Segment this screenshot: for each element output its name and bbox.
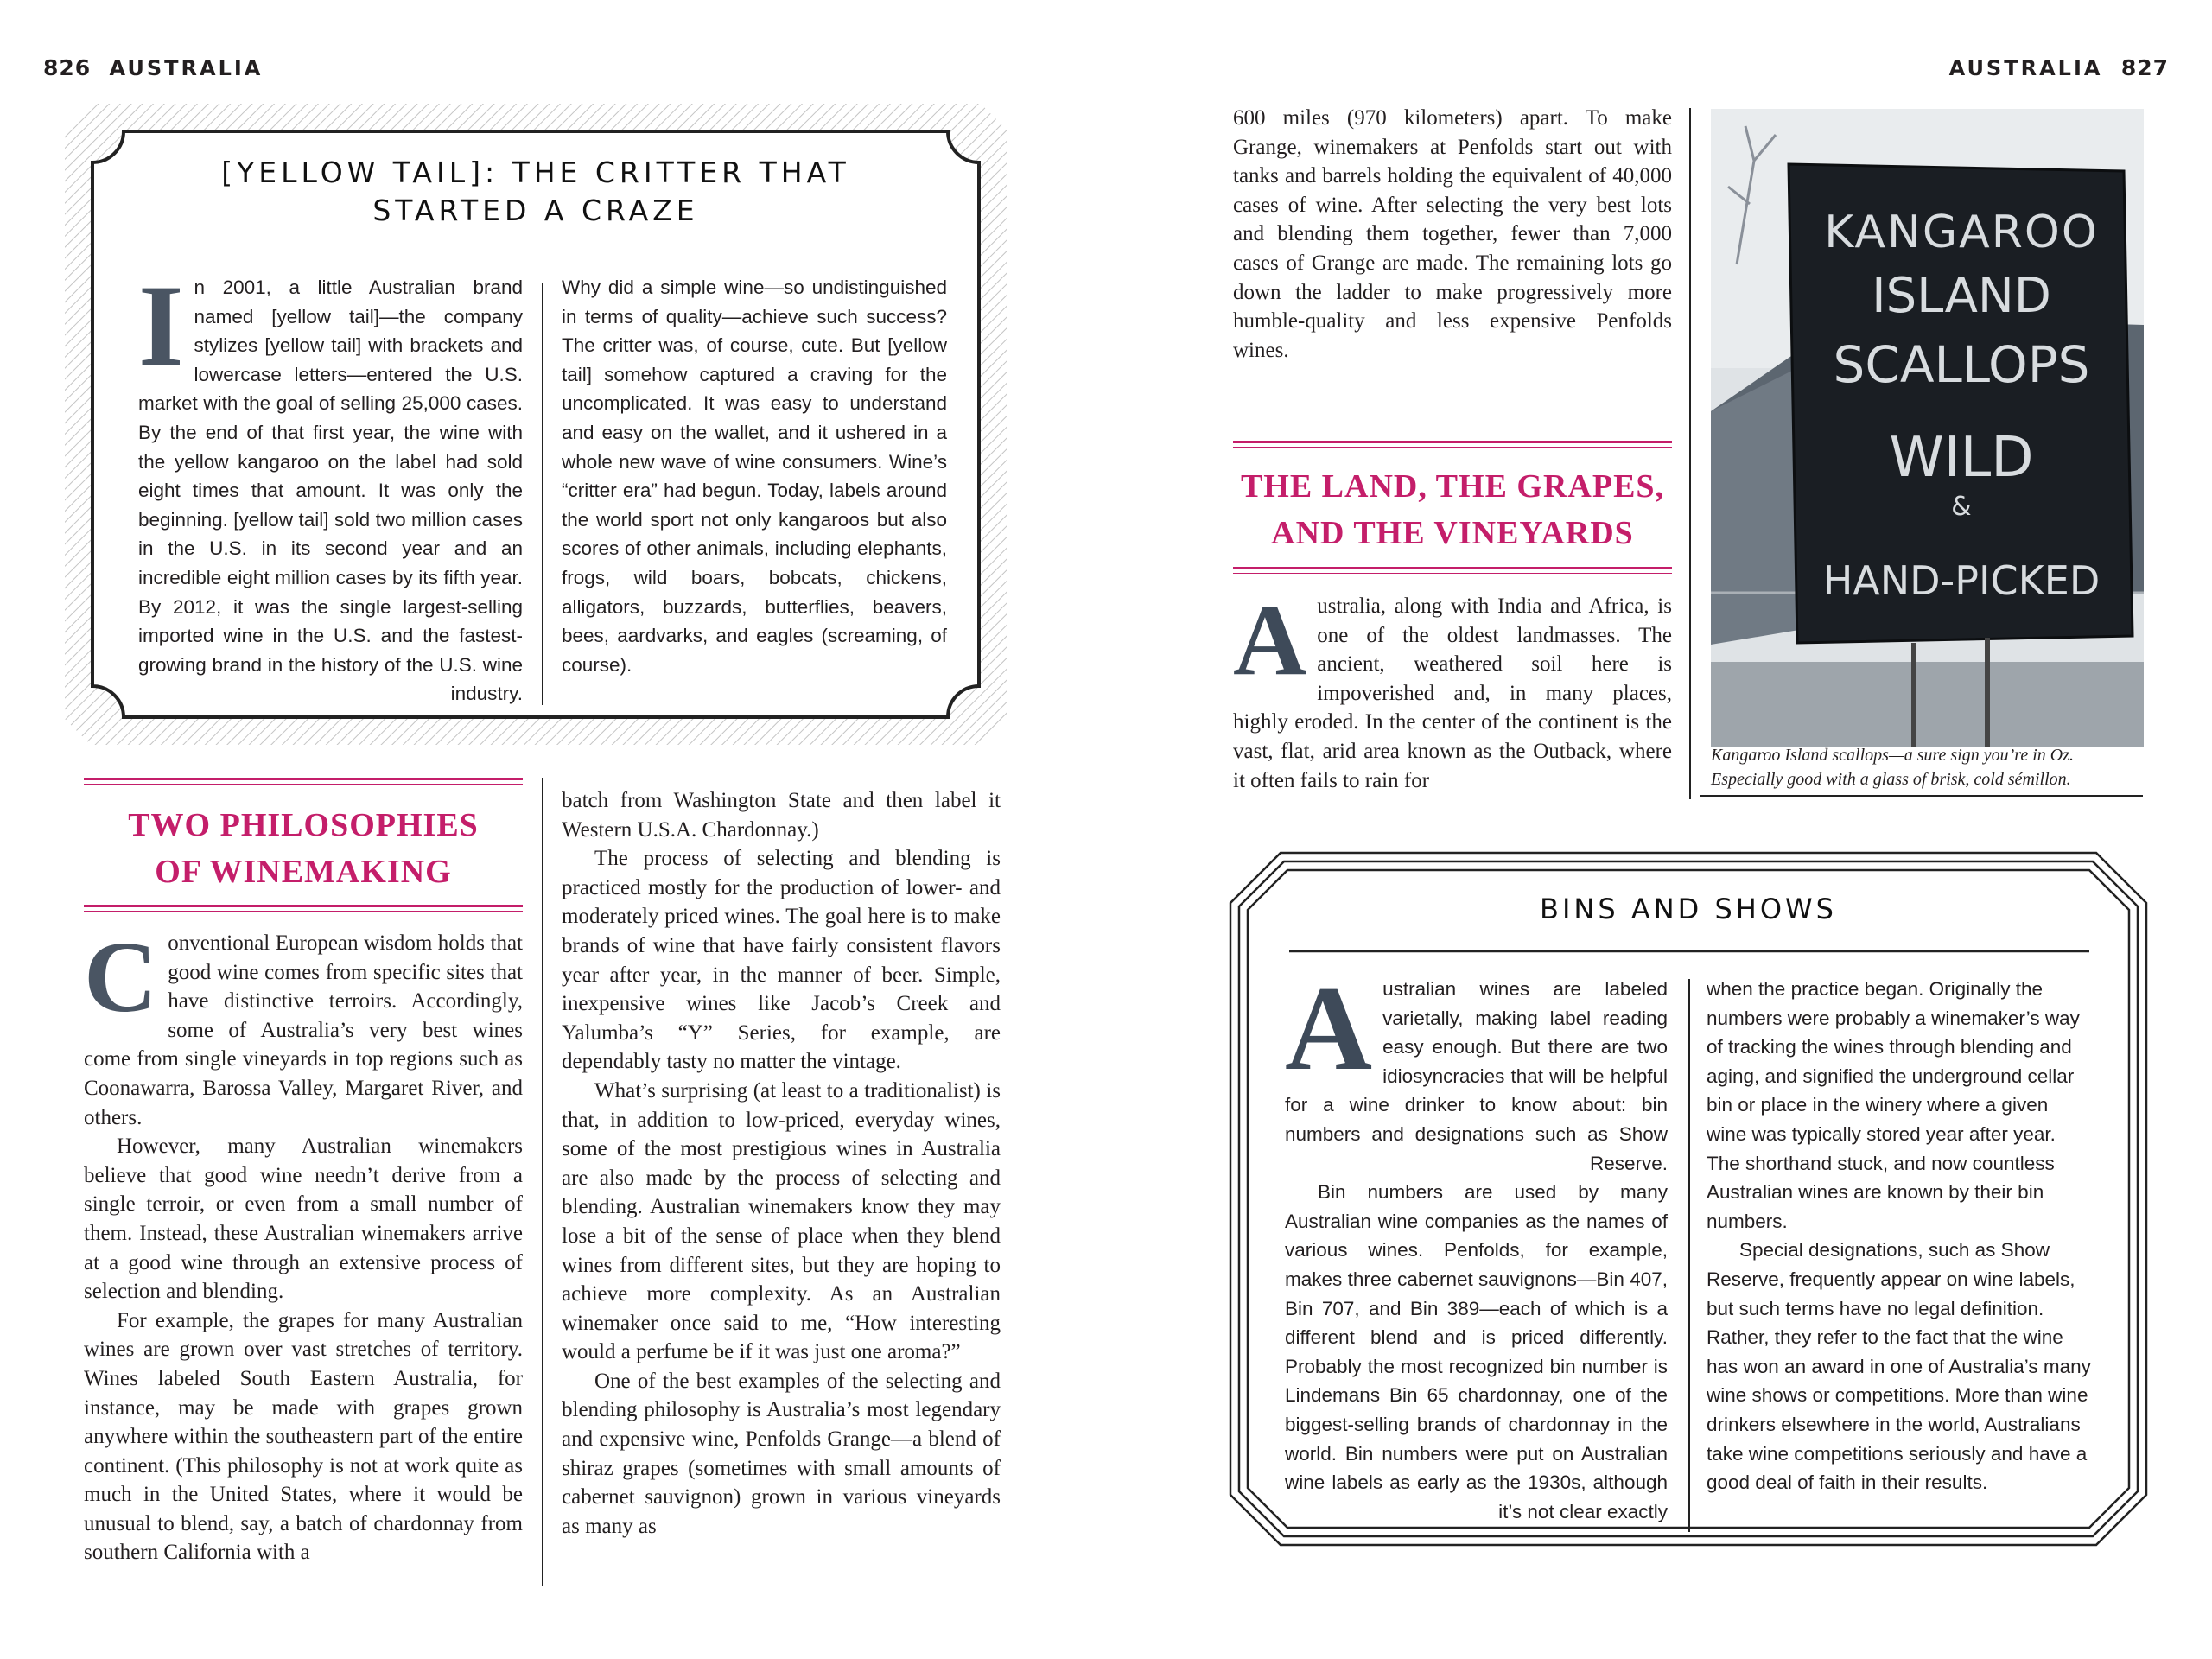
left-col2-para2: The process of selecting and blending is practiced mostly for the production of lower- and moderately priced wines. The goal here is to make brands of wine that have fairly consistent flavors year after year, in the manner of beer. Simple, inexpensive wines like Jacob’s Creek and Yalumba’s “Y” Series, for example, are dependably tasty no matter the vintage.	[562, 847, 1001, 1074]
page-number-right: 827	[2120, 55, 2169, 80]
photo-caption	[1711, 743, 2177, 791]
left-body-column-2	[562, 786, 1001, 1541]
heading-rule-top-1	[84, 778, 523, 780]
left-col2-para4: One of the best examples of the selecting and blending philosophy is Australia’s most legendary and expensive wine, Penfolds Grange—a blend of shiraz grapes (sometimes with small amounts of cabernet sauvignon) grown in various vineyards as many as	[562, 1369, 1001, 1538]
page-number-left: 826	[43, 55, 92, 80]
left-body-column-1	[84, 920, 523, 1567]
drop-cap-c: C	[84, 920, 158, 1033]
sign-line-2: ISLAND	[1872, 268, 2051, 324]
land-heading-rule-bottom-1	[1233, 567, 1672, 569]
left-page-column-divider	[542, 778, 543, 1586]
kangaroo-island-scallops-photo	[1711, 109, 2144, 747]
heading-rule-bottom-1	[84, 905, 523, 907]
running-head-title-right: AUSTRALIA	[1948, 56, 2103, 80]
yellow-tail-title	[130, 154, 942, 230]
left-col1-para1: onventional European wisdom holds that good wine comes from specific sites that have distinctive terroirs. Accordingly, some of Australia’s very best wines come from single vineyards in top regions such as Coonawarra, Barossa Valley, Margaret River, and others.	[84, 931, 523, 1129]
yellow-tail-title-line-2: STARTED A CRAZE	[372, 194, 699, 227]
left-col1-para2: However, many Australian winemakers believe that good wine needn’t derive from a single terroir, or even from a small number of them. Instead, these Australian winemakers arrive at a good wine through an extensive process of selection and blending.	[84, 1135, 523, 1304]
sign-line-6: HAND-PICKED	[1822, 557, 2101, 604]
photo-caption-line-2: Especially good with a glass of brisk, cold sémillon.	[1711, 770, 2071, 789]
land-heading-rule-top-2	[1233, 447, 1672, 448]
bins-col1-para1: ustralian wines are labeled varietally, making label reading easy enough. But there are two idiosyncracies that will be helpful for a wine drinker to know about: bin numbers and designations such as Show Reserve.	[1285, 978, 1668, 1174]
heading-rule-top-2	[84, 784, 523, 785]
right-page-column-divider	[1689, 108, 1691, 799]
running-head-title-left: AUSTRALIA	[109, 56, 264, 80]
land-heading-line-2: AND THE VINEYARDS	[1271, 515, 1634, 551]
yellow-tail-column-divider	[542, 283, 543, 705]
bins-col1-para2: Bin numbers are used by many Australian wine companies as the names of various wines. Penfolds, for example, makes three cabernet sauvignons—Bin 407, Bin 707, and Bin 389—each of which is a different blend and is priced differently. Probably the most recognized bin number is Lindemans Bin 65 chardonnay, one of the biggest-selling brands of chardonnay in the world. Bin numbers were put on Australian wine labels as early as the 1930s, although it’s not clear exactly	[1285, 1181, 1668, 1522]
sign-line-1: KANGAROO	[1824, 207, 2099, 258]
photo-caption-line-1: Kangaroo Island scallops—a sure sign you’re in Oz.	[1711, 746, 2074, 765]
section-heading-two-philosophies	[84, 802, 523, 895]
running-head-left	[43, 55, 263, 80]
sign-line-5: &	[1951, 492, 1972, 522]
yellow-tail-col2-para1: Why did a simple wine—so undistinguished in terms of quality—achieve such success? The critter was, of course, cute. But [yellow tail] somehow captured a craving for the uncomplicated. It was easy to understand and easy on the wallet, and it ushered in a whole new wave of wine consumers. Wine’s “critter era” had begun. Today, labels around the world sport not only kangaroos but also scores of other animals, including elephants, frogs, wild boars, bobcats, chickens, alligators, buzzards, butterflies, beavers, bees, aardvarks, and eagles (screaming, of course).	[562, 276, 947, 676]
drop-cap-a-land: A	[1233, 583, 1307, 696]
two-philosophies-heading-line-1: TWO PHILOSOPHIES	[128, 807, 479, 843]
land-heading-line-1: THE LAND, THE GRAPES,	[1240, 468, 1665, 505]
bins-column-1	[1285, 962, 1668, 1526]
bins-col2-para1: when the practice began. Originally the numbers were probably a winemaker’s way of tracking the wines through blending and aging, and signified the underground cellar bin or place in the winery where a given wine was typically stored year after year. The shorthand stuck, and now countless Australian wines are known by their bin numbers.	[1707, 978, 2080, 1232]
left-col2-para3: What’s surprising (at least to a traditionalist) is that, in addition to low-priced, everyday wines, some of the most prestigious wines in Australia are also made by the process of selecting and blending. Australian winemakers know they may lose a bit of the sense of place when they blend wines from different sites, but they are hoping to achieve more complexity. As an Australian winemaker once said to me, “How interesting would a perfume be if it was just one aroma?”	[562, 1078, 1001, 1364]
bins-column-2	[1707, 975, 2092, 1497]
land-heading-rule-top-1	[1233, 441, 1672, 443]
yellow-tail-column-2	[562, 273, 947, 679]
land-body-column	[1233, 583, 1672, 795]
bins-column-divider	[1688, 979, 1690, 1532]
sign-line-4: WILD	[1889, 426, 2034, 490]
yellow-tail-column-1	[138, 262, 523, 709]
yellow-tail-title-line-1: [YELLOW TAIL]: THE CRITTER THAT	[221, 156, 850, 189]
bins-col2-para2: Special designations, such as Show Reserve, frequently appear on wine labels, but such terms have no legal definition. Rather, they refer to the fact that the wine has won an award in one of Australia’s many wine shows or competitions. More than wine drinkers elsewhere in the world, Australians take wine competitions seriously and have a good deal of faith in their results.	[1707, 1239, 2091, 1494]
heading-rule-bottom-2	[84, 911, 523, 912]
land-para1: ustralia, along with India and Africa, is one of the oldest landmasses. The ancient, weathered soil here is impoverished and, in many places, highly eroded. In the center of the continent is the vast, flat, arid area known as the Outback, where it often fails to rain for	[1233, 594, 1672, 792]
two-philosophies-heading-line-2: OF WINEMAKING	[155, 854, 452, 890]
right-continued-column	[1233, 104, 1672, 365]
drop-cap-a-bins: A	[1285, 962, 1373, 1096]
bins-and-shows-title: BINS AND SHOWS	[1540, 893, 1837, 925]
left-col2-para1: batch from Washington State and then label it Western U.S.A. Chardonnay.)	[562, 789, 1001, 842]
section-heading-land-grapes	[1233, 463, 1672, 556]
sign-line-3: SCALLOPS	[1833, 335, 2090, 394]
running-head-right	[1949, 55, 2169, 80]
yellow-tail-col1-para1: n 2001, a little Australian brand named [yellow tail]—the company stylizes [yellow tail] with brackets and lowercase letters—entered the U.S. market with the goal of selling 25,000 cases. By the end of that first year, the wine with the yellow kangaroo on the label had sold eight times that amount. It was only the beginning. [yellow tail] sold two million cases in the U.S. in its second year and an incredible eight million cases by its fifth year. By 2012, it was the single largest-selling imported wine in the U.S. and the fastest-growing brand in the history of the U.S. wine industry.	[138, 276, 523, 705]
caption-rule	[1700, 795, 2143, 797]
right-continued-para: 600 miles (970 kilometers) apart. To make Grange, winemakers at Penfolds start out with tanks and barrels holding the equivalent of 40,000 cases of wine. After selecting the very best lots and blending them together, fewer than 7,000 cases of Grange are made. The remaining lots go down the ladder to make progressively more humble-quality and less expensive Penfolds wines.	[1233, 106, 1672, 362]
left-col1-para3: For example, the grapes for many Australian wines are grown over vast stretches of territory. Wines labeled South Eastern Australia, for instance, may be made with grapes grown anywhere within the southeastern part of the entire continent. (This philosophy is not at work quite as much in the United States, where it would be unusual to blend, say, a batch of chardonnay from southern California with a	[84, 1308, 523, 1565]
land-heading-rule-bottom-2	[1233, 573, 1672, 574]
drop-cap-i: I	[138, 262, 184, 391]
